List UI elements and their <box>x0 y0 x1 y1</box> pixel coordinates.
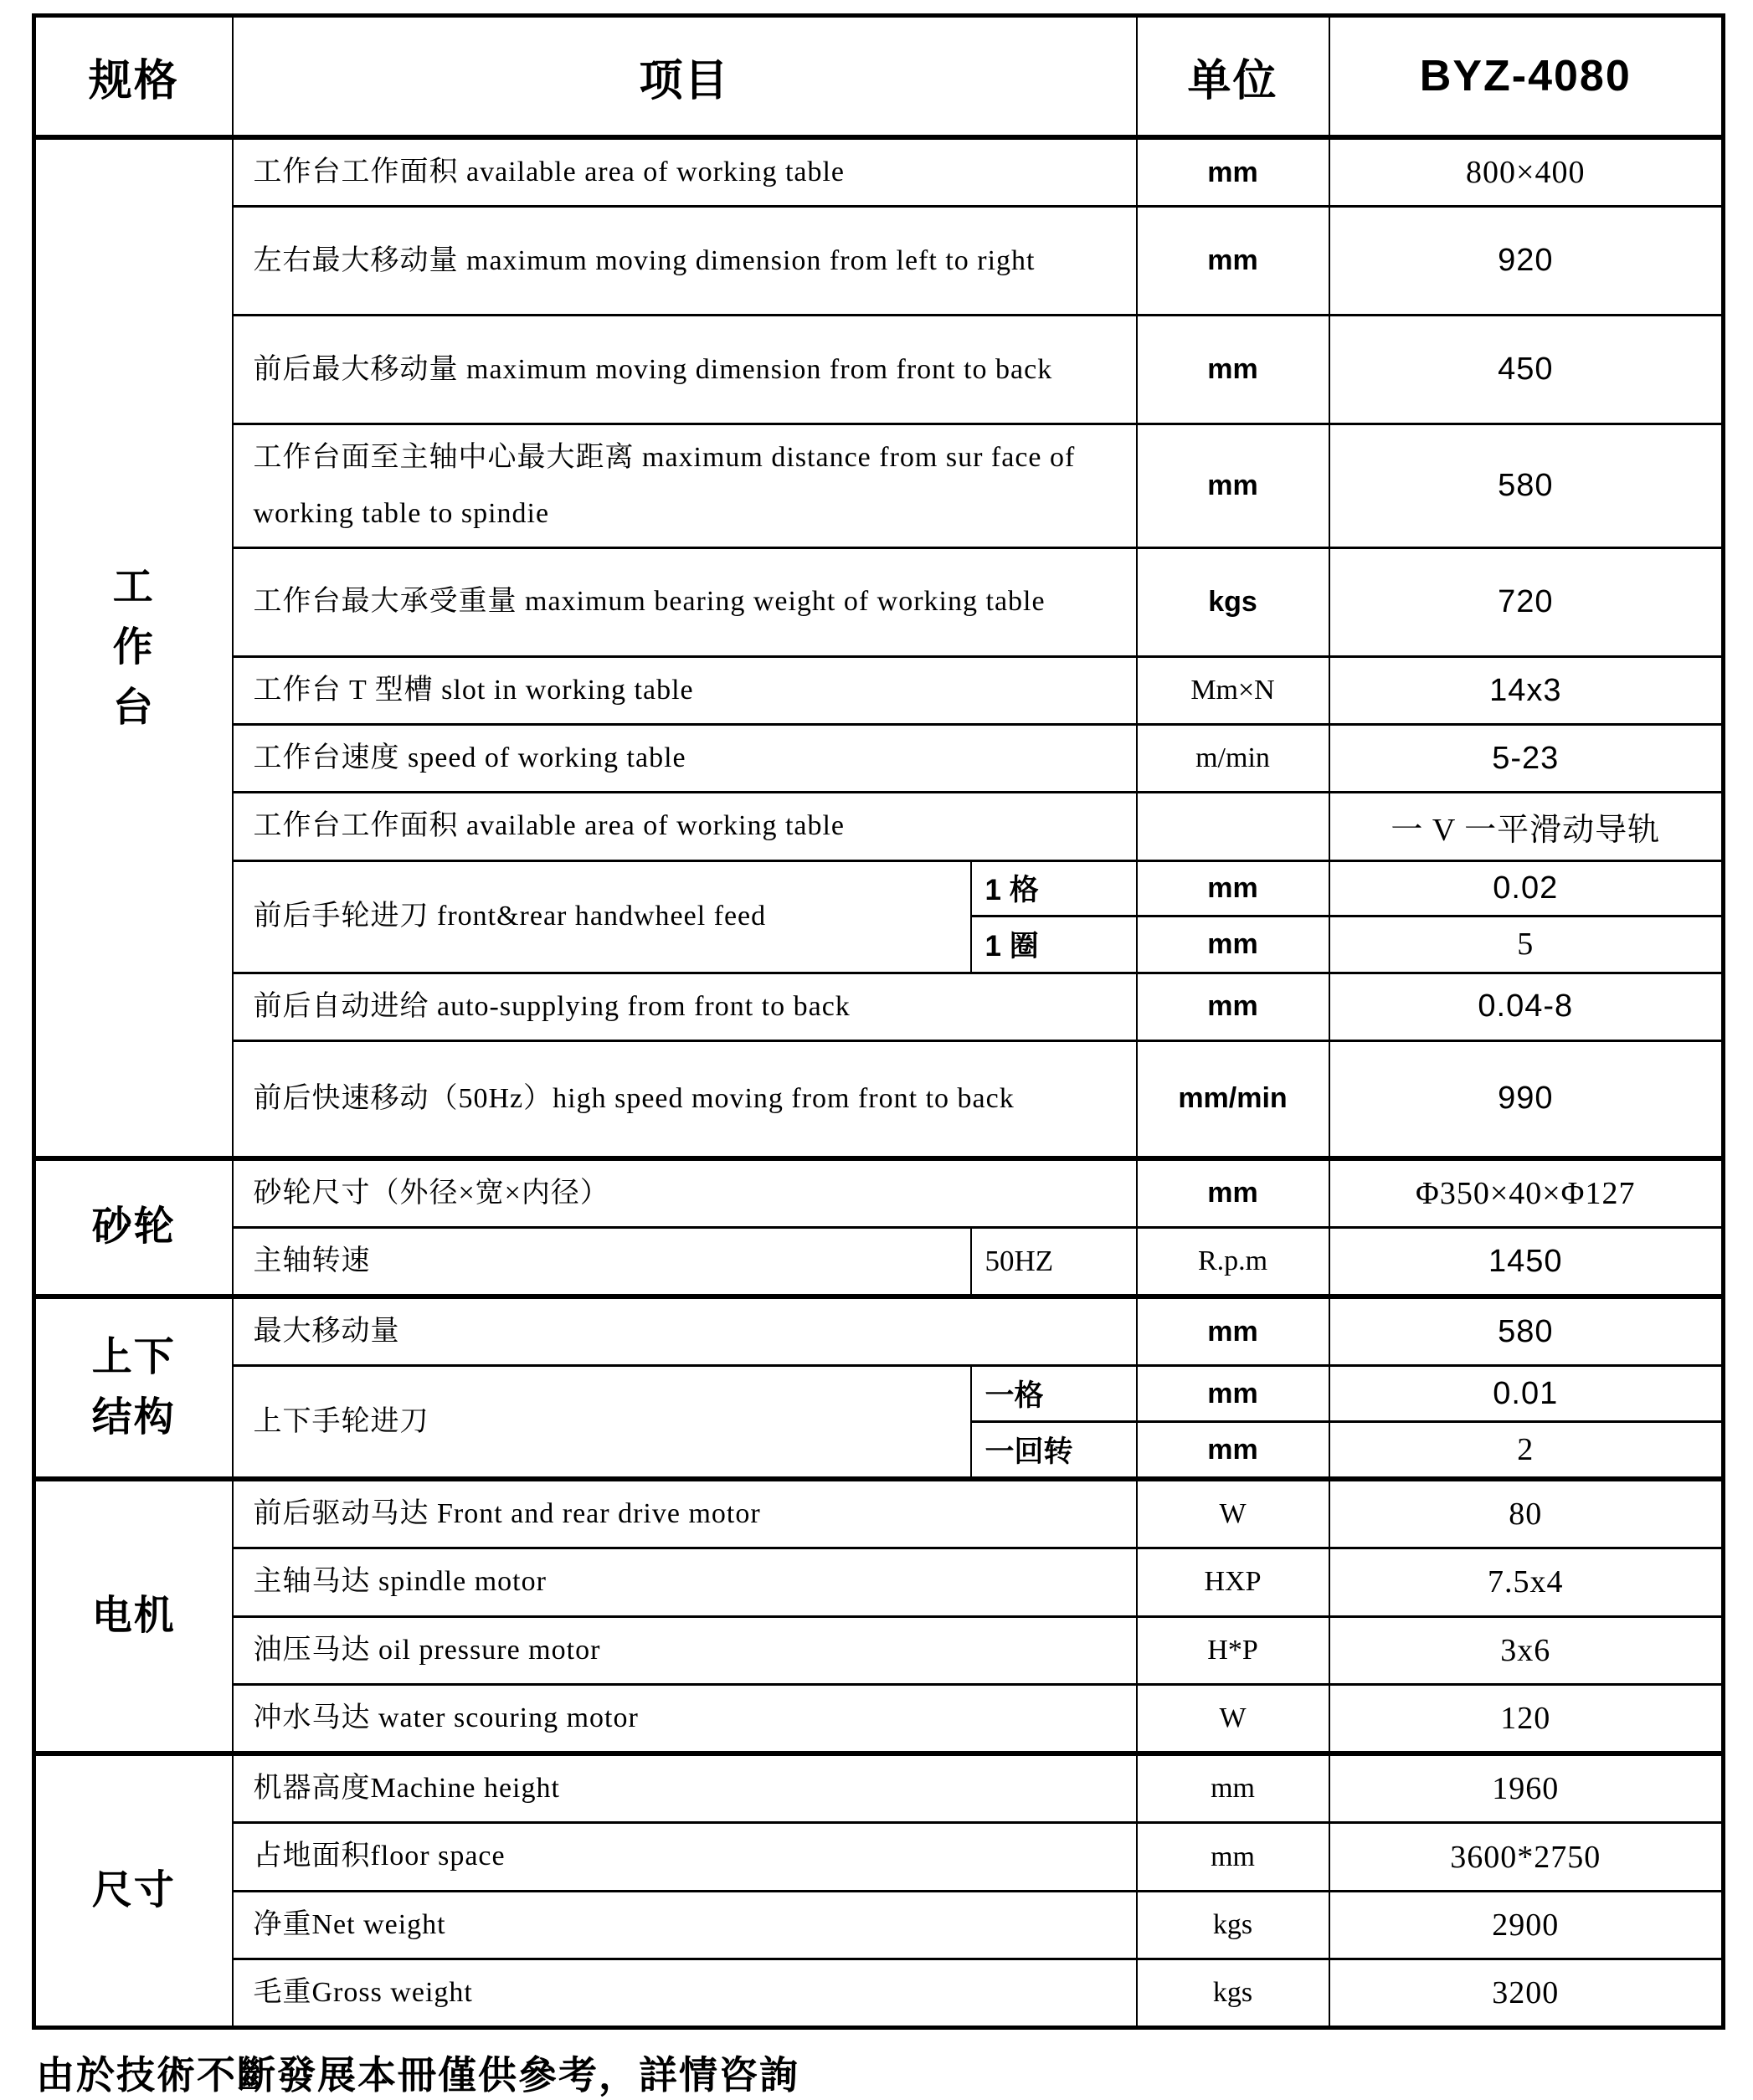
item-cell: 前后最大移动量 maximum moving dimension from front to back <box>233 316 1137 424</box>
table-row <box>34 207 1724 316</box>
value-cell: 800×400 <box>1329 137 1724 207</box>
header-model: BYZ-4080 <box>1329 16 1724 138</box>
section-label-motor <box>34 1479 233 1753</box>
unit-cell: mm <box>1137 1296 1329 1366</box>
unit-cell: mm/min <box>1137 1041 1329 1158</box>
table-row <box>34 1684 1724 1753</box>
item-cell: 工作台工作面积 available area of working table <box>233 793 1137 860</box>
item-cell: 前后手轮进刀 front&rear handwheel feed <box>233 860 971 973</box>
item-cell: 主轴马达 spindle motor <box>233 1548 1137 1616</box>
item-cell: 机器高度Machine height <box>233 1753 1137 1823</box>
unit-cell: mm <box>1137 860 1329 916</box>
unit-cell: H*P <box>1137 1616 1329 1684</box>
table-row <box>34 1891 1724 1959</box>
value-cell: 1450 <box>1329 1227 1724 1296</box>
value-cell: 80 <box>1329 1479 1724 1548</box>
table-row <box>34 1823 1724 1891</box>
header-spec: 规格 <box>34 16 233 138</box>
value-cell: 3600*2750 <box>1329 1823 1724 1891</box>
value-cell: Φ350×40×Φ127 <box>1329 1158 1724 1228</box>
section-label-working-table <box>34 137 233 1158</box>
section-label-line: 上下 <box>91 1335 176 1380</box>
value-cell: 580 <box>1329 1296 1724 1366</box>
table-row <box>34 424 1724 548</box>
value-cell: 7.5x4 <box>1329 1548 1724 1616</box>
unit-cell: W <box>1137 1684 1329 1753</box>
table-row <box>34 860 1724 916</box>
value-cell: 一 V 一平滑动导轨 <box>1329 793 1724 860</box>
value-cell: 120 <box>1329 1684 1724 1753</box>
item-cell: 砂轮尺寸（外径×宽×内径） <box>233 1158 1137 1228</box>
section-label-line: 台 <box>112 685 155 730</box>
item-cell: 油压马达 oil pressure motor <box>233 1616 1137 1684</box>
value-cell: 2900 <box>1329 1891 1724 1959</box>
item-cell: 占地面积floor space <box>233 1823 1137 1891</box>
sub-item-cell: 1 格 <box>971 860 1137 916</box>
value-cell: 580 <box>1329 424 1724 548</box>
value-cell: 0.01 <box>1329 1366 1724 1422</box>
unit-cell: mm <box>1137 916 1329 973</box>
unit-cell: mm <box>1137 424 1329 548</box>
item-cell: 工作台速度 speed of working table <box>233 725 1137 793</box>
footer-note: 由於技術不斷發展本冊僅供參考，詳情咨詢 <box>36 2053 799 2097</box>
unit-cell: kgs <box>1137 547 1329 656</box>
unit-cell: mm <box>1137 973 1329 1040</box>
table-row <box>34 1479 1724 1548</box>
item-cell: 工作台最大承受重量 maximum bearing weight of working table <box>233 547 1137 656</box>
item-cell: 左右最大移动量 maximum moving dimension from left to right <box>233 207 1137 316</box>
section-label-dimension <box>34 1753 233 2028</box>
table-row <box>34 1296 1724 1366</box>
table-row <box>34 137 1724 207</box>
item-cell: 工作台工作面积 available area of working table <box>233 137 1137 207</box>
section-label-line: 结构 <box>91 1395 176 1440</box>
value-cell: 2 <box>1329 1422 1724 1479</box>
table-row <box>34 1616 1724 1684</box>
table-row <box>34 1753 1724 1823</box>
unit-cell: mm <box>1137 1422 1329 1479</box>
table-row <box>34 316 1724 424</box>
unit-cell: W <box>1137 1479 1329 1548</box>
section-label-line: 电机 <box>91 1594 176 1639</box>
unit-cell: mm <box>1137 1753 1329 1823</box>
unit-cell: HXP <box>1137 1548 1329 1616</box>
unit-cell: mm <box>1137 137 1329 207</box>
section-label-line: 作 <box>112 624 155 670</box>
table-row <box>34 793 1724 860</box>
item-cell: 毛重Gross weight <box>233 1959 1137 2028</box>
sub-item-cell: 1 圈 <box>971 916 1137 973</box>
unit-cell: mm <box>1137 1823 1329 1891</box>
item-cell: 工作台 T 型槽 slot in working table <box>233 656 1137 724</box>
unit-cell: Mm×N <box>1137 656 1329 724</box>
sub-item-cell: 一格 <box>971 1366 1137 1422</box>
value-cell: 5-23 <box>1329 725 1724 793</box>
table-row <box>34 1959 1724 2028</box>
value-cell: 1960 <box>1329 1753 1724 1823</box>
item-cell: 前后驱动马达 Front and rear drive motor <box>233 1479 1137 1548</box>
section-label-line: 砂轮 <box>91 1204 176 1250</box>
value-cell: 990 <box>1329 1041 1724 1158</box>
value-cell: 0.02 <box>1329 860 1724 916</box>
value-cell: 0.04-8 <box>1329 973 1724 1040</box>
value-cell: 3x6 <box>1329 1616 1724 1684</box>
table-row <box>34 1041 1724 1158</box>
table-row <box>34 1158 1724 1228</box>
item-cell: 前后自动进给 auto-supplying from front to back <box>233 973 1137 1040</box>
table-row <box>34 1548 1724 1616</box>
sub-item-cell: 一回转 <box>971 1422 1137 1479</box>
table-row <box>34 1366 1724 1422</box>
value-cell: 5 <box>1329 916 1724 973</box>
unit-cell: R.p.m <box>1137 1227 1329 1296</box>
table-row <box>34 547 1724 656</box>
unit-cell: mm <box>1137 1158 1329 1228</box>
item-cell: 上下手轮进刀 <box>233 1366 971 1479</box>
item-cell: 前后快速移动（50Hz）high speed moving from front to back <box>233 1041 1137 1158</box>
sub-item-cell: 50HZ <box>971 1227 1137 1296</box>
item-cell: 主轴转速 <box>233 1227 971 1296</box>
unit-cell: mm <box>1137 1366 1329 1422</box>
section-label-grinding-wheel <box>34 1158 233 1297</box>
header-unit: 单位 <box>1137 16 1329 138</box>
section-label-line: 尺寸 <box>91 1868 176 1913</box>
unit-cell: mm <box>1137 207 1329 316</box>
table-row <box>34 973 1724 1040</box>
value-cell: 3200 <box>1329 1959 1724 2028</box>
value-cell: 14x3 <box>1329 656 1724 724</box>
item-cell: 冲水马达 water scouring motor <box>233 1684 1137 1753</box>
section-label-line: 工 <box>112 564 155 609</box>
section-label-up-down-structure <box>34 1296 233 1479</box>
value-cell: 450 <box>1329 316 1724 424</box>
value-cell: 920 <box>1329 207 1724 316</box>
value-cell: 720 <box>1329 547 1724 656</box>
unit-cell <box>1137 793 1329 860</box>
unit-cell: kgs <box>1137 1891 1329 1959</box>
header-item: 项目 <box>233 16 1137 138</box>
table-row <box>34 656 1724 724</box>
table-row <box>34 1227 1724 1296</box>
unit-cell: mm <box>1137 316 1329 424</box>
spec-table <box>32 13 1725 2030</box>
unit-cell: m/min <box>1137 725 1329 793</box>
item-cell: 最大移动量 <box>233 1296 1137 1366</box>
header-row <box>34 16 1724 138</box>
item-cell: 工作台面至主轴中心最大距离 maximum distance from sur face of working table to spindie <box>233 424 1137 548</box>
item-cell: 净重Net weight <box>233 1891 1137 1959</box>
unit-cell: kgs <box>1137 1959 1329 2028</box>
table-row <box>34 725 1724 793</box>
